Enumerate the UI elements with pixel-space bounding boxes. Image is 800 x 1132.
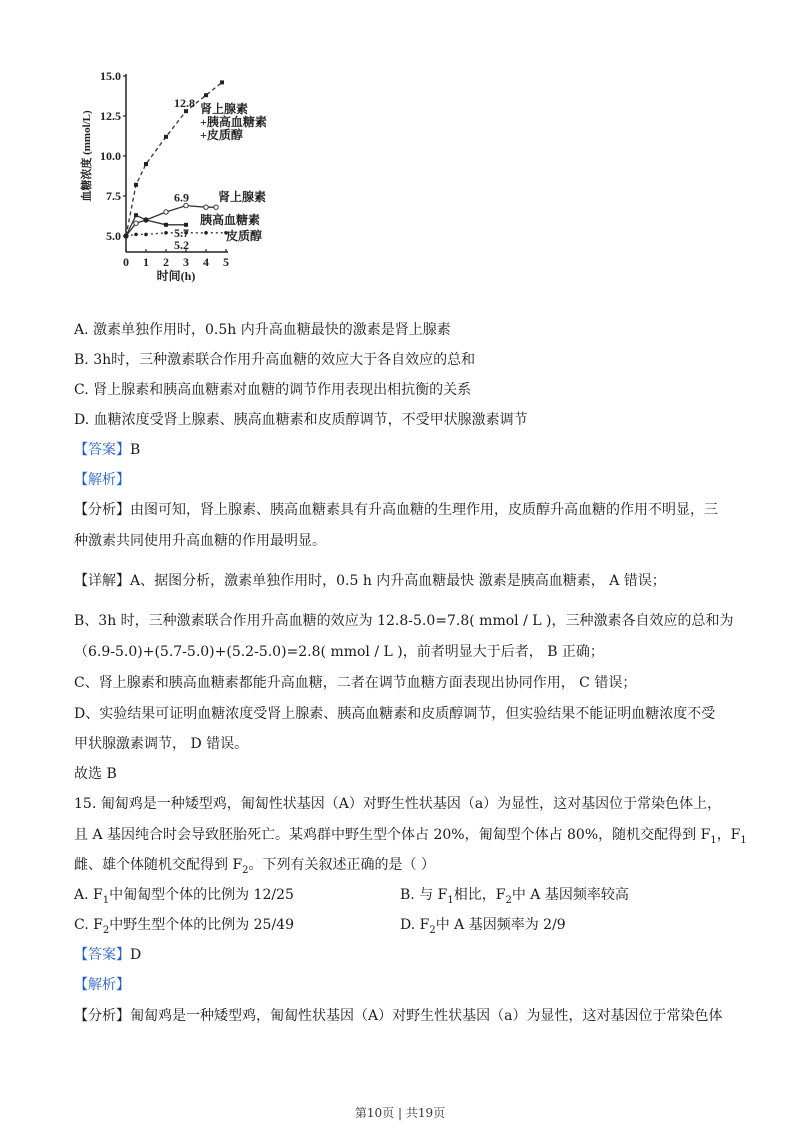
data-point [134, 233, 138, 237]
data-point [134, 221, 138, 225]
opt-b-mid: 相比，F [453, 887, 506, 903]
value-annotation: 5.2 [174, 237, 189, 252]
q15-stem-line2 [74, 825, 747, 845]
blood-glucose-line-chart [70, 60, 320, 300]
x-tick-label: 0 [123, 255, 129, 269]
q15-analysis-tag: 【解析】 [74, 977, 130, 993]
opt-d-prefix: D. F [400, 917, 430, 933]
series-label-combined: +皮质醇 [200, 128, 243, 143]
fenxi-text: 匍匐鸡是一种矮型鸡，匍匐性状基因（A）对野生性状基因（a）为显性，这对基因位于常染色体 [130, 1008, 723, 1024]
y-tick-label: 15.0 [100, 69, 121, 83]
data-point [164, 135, 168, 139]
series-label-adrenaline: 肾上腺素 [218, 189, 267, 204]
y-tick-label: 7.5 [106, 189, 121, 203]
page-footer: 第10页 | 共19页 [354, 1106, 446, 1120]
q14-d-line1: D、实验结果可证明血糖浓度受肾上腺素、胰高血糖素和皮质醇调节，但实验结果不能证明血糖浓度不受 [74, 706, 716, 722]
opt-a-prefix: A. F [74, 887, 103, 903]
q15-answer [74, 945, 141, 965]
q15-stem-line1: 15. 匍匐鸡是一种矮型鸡，匍匐性状基因（A）对野生性状基因（a）为显性，这对基因位于常染色体上， [74, 796, 722, 812]
subscript: 2 [242, 864, 249, 876]
data-point [144, 233, 148, 237]
xiangjie-text: A、据图分析，激素单独作用时，0.5 h 内升高血糖最快 激素是胰高血糖素， A 错误； [130, 573, 666, 589]
q15-stem-2b: ，F [716, 827, 741, 843]
subscript: 2 [429, 924, 436, 936]
q14-option-a: A. 激素单独作用时，0.5h 内升高血糖最快的激素是肾上腺素 [74, 322, 451, 338]
q14-c-line1: C、肾上腺素和胰高血糖素都能升高血糖，二者在调节血糖方面表现出协同作用， C 错误； [74, 675, 637, 691]
value-annotation: 12.8 [174, 96, 195, 111]
data-point [164, 210, 168, 214]
opt-a-text: 中匍匐型个体的比例为 12/25 [109, 887, 294, 903]
opt-d-text: 中 A 基因频率为 2/9 [435, 917, 566, 933]
q15-stem-3b: 。下列有关叙述正确的是（ ） [248, 857, 435, 873]
q14-b-line1: B、3h 时，三种激素联合作用升高血糖的效应为 12.8-5.0=7.8( mmol / L )，三种激素各自效应的总和为 [74, 613, 734, 629]
series-label-glucagon: 胰高血糖素 [200, 213, 261, 227]
xiangjie-tag: 【详解】 [74, 573, 130, 589]
subscript: 1 [447, 894, 454, 906]
data-point [214, 205, 218, 209]
q14-option-b: B. 3h时，三种激素联合作用升高血糖的效应大于各自效应的总和 [74, 352, 476, 368]
q14-d-line2: 甲状腺激素调节， D 错误。 [74, 736, 249, 752]
series-label-combined: 肾上腺素 [200, 102, 249, 117]
subscript: 2 [102, 924, 110, 936]
q15-option-a [74, 885, 294, 905]
data-point [144, 218, 148, 222]
q14-b-line2: （6.9-5.0)+(5.7-5.0)+(5.2-5.0)=2.8( mmol / L )，前者明显大于后者， B 正确； [74, 644, 604, 660]
data-point [164, 223, 168, 227]
y-tick-label: 10.0 [100, 149, 121, 163]
q14-xiangjie-line1 [74, 571, 666, 591]
data-point [220, 80, 224, 84]
q15-stem-2a: 且 A 基因纯合时会导致胚胎死亡。某鸡群中野生型个体占 20%，匍匐型个体占 80%，随机交配得到 F [74, 827, 711, 843]
opt-b-text: 中 A 基因频率较高 [511, 887, 629, 903]
q14-fenxi-line2: 种激素共同使用升高血糖的作用最明显。 [74, 533, 326, 549]
q15-fenxi-line1 [74, 1006, 722, 1026]
chart-labels-layer [174, 96, 267, 252]
answer-value: D [130, 947, 142, 963]
q14-option-d: D. 血糖浓度受肾上腺素、胰高血糖素和皮质醇调节，不受甲状腺激素调节 [74, 412, 528, 428]
series-label-cortisol: 皮质醇 [226, 229, 263, 243]
series-label-combined: +胰高血糖素 [200, 115, 267, 130]
q15-option-b [400, 885, 629, 905]
x-axis-label: 时间(h) [156, 269, 196, 283]
x-tick-label: 1 [143, 255, 149, 269]
x-tick-label: 2 [163, 255, 169, 269]
data-point [124, 234, 128, 238]
answer-tag: 【答案】 [74, 442, 130, 458]
opt-c-prefix: C. F [74, 917, 103, 933]
q15-option-c [74, 915, 294, 935]
data-point [134, 213, 138, 217]
fenxi-text: 由图可知，肾上腺素、胰高血糖素具有升高血糖的生理作用，皮质醇升高血糖的作用不明显，三 [130, 502, 718, 518]
data-point [204, 93, 208, 97]
y-tick-label: 12.5 [100, 109, 121, 123]
y-axis-label: 血糖浓度 (mmol/L) [81, 110, 93, 202]
answer-value: B [130, 442, 141, 458]
subscript: 2 [505, 894, 512, 906]
q14-analysis-tag: 【解析】 [74, 472, 130, 488]
data-point [204, 231, 208, 235]
value-annotation: 6.9 [174, 190, 189, 205]
q14-answer [74, 440, 140, 460]
data-point [134, 183, 138, 187]
opt-b-prefix: B. 与 F [400, 887, 448, 903]
x-tick-label: 5 [223, 255, 229, 269]
opt-c-text: 中野生型个体的比例为 25/49 [109, 917, 294, 933]
value-annotation: 5.7 [174, 225, 189, 240]
q15-option-d [400, 915, 566, 935]
subscript: 1 [710, 834, 717, 846]
subscript: 1 [102, 894, 110, 906]
data-point [144, 162, 148, 166]
q14-choose: 故选 B [74, 766, 117, 782]
q14-option-c: C. 肾上腺素和胰高血糖素对血糖的调节作用表现出相抗衡的关系 [74, 382, 472, 398]
y-tick-label: 5.0 [106, 229, 121, 243]
q15-stem-3a: 雌、雄个体随机交配得到 F [74, 857, 243, 873]
x-tick-label: 3 [183, 255, 189, 269]
q15-stem-line3 [74, 855, 435, 875]
data-point [204, 205, 208, 209]
fenxi-tag: 【分析】 [74, 1008, 130, 1024]
answer-tag: 【答案】 [74, 947, 130, 963]
q14-fenxi-line1 [74, 500, 718, 520]
fenxi-tag: 【分析】 [74, 502, 130, 518]
chart-axes [79, 69, 229, 283]
data-point [164, 231, 168, 235]
subscript: 1 [740, 834, 747, 846]
x-tick-label: 4 [203, 255, 209, 269]
